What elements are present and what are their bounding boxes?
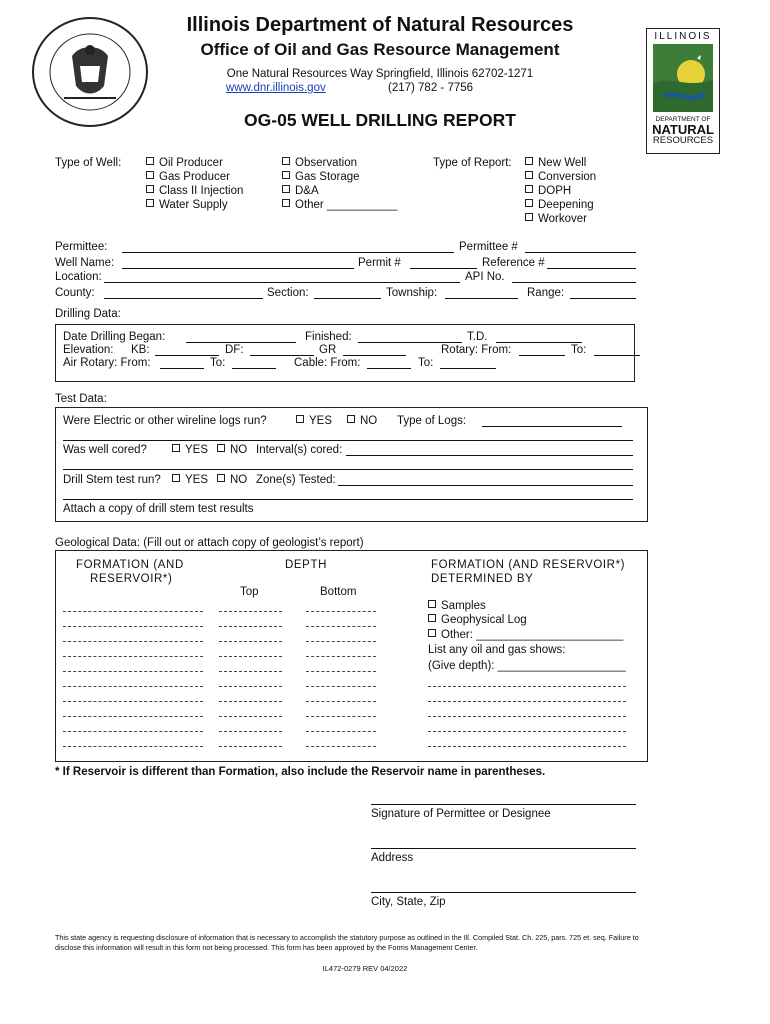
- type-of-logs-field-2[interactable]: [63, 440, 633, 441]
- bottom-depth-field[interactable]: [306, 686, 376, 687]
- reference-number-label: Reference #: [482, 257, 545, 269]
- shows-field[interactable]: [428, 731, 626, 732]
- finished-label: Finished:: [305, 331, 352, 343]
- formation-field[interactable]: [63, 686, 203, 687]
- option-label: New Well: [538, 157, 587, 169]
- intervals-cored-field[interactable]: [346, 455, 633, 456]
- list-shows-label: List any oil and gas shows:: [428, 644, 566, 656]
- drilling-data-heading: Drilling Data:: [55, 308, 121, 320]
- form-title: OG-05 WELL DRILLING REPORT: [244, 110, 516, 130]
- zones-tested-field[interactable]: [338, 485, 633, 486]
- agency-address: One Natural Resources Way Springfield, Illinois 62702-1271: [226, 68, 534, 80]
- formation-header-line-1: FORMATION (AND: [76, 559, 184, 571]
- cable-to-label: To:: [418, 357, 434, 369]
- rotary-from-field[interactable]: [519, 355, 565, 356]
- attach-dst-note: Attach a copy of drill stem test results: [63, 503, 254, 515]
- bottom-depth-field[interactable]: [306, 626, 376, 627]
- elevation-label: Elevation:: [63, 344, 114, 356]
- option-label: DOPH: [538, 185, 572, 197]
- permittee-number-field[interactable]: [525, 252, 636, 253]
- option-label: Workover: [538, 213, 587, 225]
- option-label: D&A: [295, 185, 319, 197]
- checkbox[interactable]: [347, 415, 355, 423]
- report-type-doph[interactable]: [525, 185, 571, 197]
- option-label: YES: [185, 474, 209, 486]
- top-depth-field[interactable]: [219, 731, 282, 732]
- top-depth-field[interactable]: [219, 671, 282, 672]
- checkbox[interactable]: [525, 199, 533, 207]
- report-type-workover[interactable]: [525, 213, 587, 225]
- date-began-label: Date Drilling Began:: [63, 331, 166, 343]
- well-type-observation[interactable]: [282, 157, 357, 169]
- range-label: Range:: [527, 287, 565, 299]
- permit-number-label: Permit #: [358, 257, 401, 269]
- option-label: Water Supply: [159, 199, 228, 211]
- formation-header-line-2: RESERVOIR*): [90, 573, 173, 585]
- checkbox[interactable]: [428, 614, 436, 622]
- report-type-conversion[interactable]: [525, 171, 596, 183]
- option-label: NO: [360, 415, 378, 427]
- dst-yes-option[interactable]: [172, 474, 208, 486]
- formation-field[interactable]: [63, 671, 203, 672]
- checkbox[interactable]: [146, 199, 154, 207]
- option-label: Class II Injection: [159, 185, 244, 197]
- well-name-field[interactable]: [122, 268, 354, 269]
- bottom-depth-field[interactable]: [306, 656, 376, 657]
- address-label: Address: [371, 852, 414, 864]
- checkbox[interactable]: [525, 157, 533, 165]
- report-type-new-well[interactable]: [525, 157, 586, 169]
- option-label: Samples: [441, 600, 486, 612]
- disclosure-notice: This state agency is requesting disclosure of information that is necessary to accomplish the statutory purpose as outlined in the Ill. Compiled Stat. Ch. 225, pars. 725 et. seq. Failure to disclose this information will result in this form not being processed. This form has been approved by the Forms Management Center.: [55, 933, 639, 952]
- township-field[interactable]: [445, 298, 518, 299]
- td-field[interactable]: [496, 342, 582, 343]
- checkbox[interactable]: [172, 474, 180, 482]
- depth-header: DEPTH: [285, 559, 327, 571]
- logs-yes-option[interactable]: [296, 415, 332, 427]
- dst-no-option[interactable]: [217, 474, 247, 486]
- date-began-field[interactable]: [186, 342, 296, 343]
- section-field[interactable]: [314, 298, 381, 299]
- permittee-label: Permittee:: [55, 241, 108, 253]
- permittee-field[interactable]: [122, 252, 454, 253]
- zones-tested-field-2[interactable]: [63, 499, 633, 500]
- kb-label: KB:: [131, 344, 150, 356]
- well-type-other[interactable]: [282, 199, 397, 211]
- option-label: Gas Storage: [295, 171, 360, 183]
- bottom-header: Bottom: [320, 586, 357, 598]
- signature-label: Signature of Permittee or Designee: [371, 808, 551, 820]
- well-type-gas-producer[interactable]: [146, 171, 230, 183]
- logs-question: Were Electric or other wireline logs run?: [63, 415, 267, 427]
- zones-tested-label: Zone(s) Tested:: [256, 474, 336, 486]
- df-label: DF:: [225, 344, 244, 356]
- top-depth-field[interactable]: [219, 611, 282, 612]
- form-number: IL472-0279 REV 04/2022: [322, 964, 408, 973]
- formation-field[interactable]: [63, 746, 203, 747]
- kb-field[interactable]: [155, 355, 219, 356]
- bottom-depth-field[interactable]: [306, 716, 376, 717]
- agency-phone: (217) 782 - 7756: [388, 82, 474, 94]
- api-number-label: API No.: [465, 271, 505, 283]
- report-type-label: Type of Report:: [433, 157, 512, 169]
- logo-dept-text: DEPARTMENT OF: [655, 116, 711, 123]
- checkbox[interactable]: [296, 415, 304, 423]
- bottom-depth-field[interactable]: [306, 671, 376, 672]
- checkbox[interactable]: [217, 474, 225, 482]
- well-type-oil-producer[interactable]: [146, 157, 223, 169]
- option-label: Deepening: [538, 199, 594, 211]
- shows-field[interactable]: [428, 701, 626, 702]
- test-data-heading: Test Data:: [55, 393, 107, 405]
- rotary-to-field[interactable]: [594, 355, 640, 356]
- td-label: T.D.: [467, 331, 488, 343]
- section-label: Section:: [267, 287, 309, 299]
- checkbox[interactable]: [428, 600, 436, 608]
- bottom-depth-field[interactable]: [306, 611, 376, 612]
- top-header: Top: [240, 586, 259, 598]
- city-state-zip-label: City, State, Zip: [371, 896, 446, 908]
- logo-top-text: ILLINOIS: [654, 31, 712, 42]
- page-subtitle: Office of Oil and Gas Resource Management: [200, 40, 560, 59]
- location-field[interactable]: [104, 282, 460, 283]
- determined-geophysical-option[interactable]: [428, 614, 527, 626]
- checkbox[interactable]: [525, 213, 533, 221]
- top-depth-field[interactable]: [219, 716, 282, 717]
- type-of-logs-field[interactable]: [482, 426, 622, 427]
- checkbox[interactable]: [282, 171, 290, 179]
- option-label: Geophysical Log: [441, 614, 527, 626]
- website-link[interactable]: www.dnr.illinois.gov: [226, 82, 326, 94]
- cable-from-field[interactable]: [367, 368, 411, 369]
- give-depth-label: (Give depth): ____________________: [428, 660, 626, 672]
- checkbox[interactable]: [282, 185, 290, 193]
- formation-field[interactable]: [63, 641, 203, 642]
- option-label: NO: [230, 444, 248, 456]
- well-type-d-and-a[interactable]: [282, 185, 319, 197]
- top-depth-field[interactable]: [219, 746, 282, 747]
- reference-number-field[interactable]: [547, 268, 636, 269]
- well-type-gas-storage[interactable]: [282, 171, 360, 183]
- location-label: Location:: [55, 271, 102, 283]
- logo-landscape: [653, 44, 713, 112]
- geological-data-heading: Geological Data: (Fill out or attach copy of geologist’s report): [55, 537, 364, 549]
- determined-by-header-line-2: DETERMINED BY: [431, 573, 534, 585]
- permit-number-field[interactable]: [410, 268, 477, 269]
- logo-natural-text: NATURAL: [652, 122, 714, 137]
- rotary-from-label: Rotary: From:: [441, 344, 512, 356]
- formation-field[interactable]: [63, 701, 203, 702]
- air-rotary-from-label: Air Rotary: From:: [63, 357, 151, 369]
- report-type-deepening[interactable]: [525, 199, 594, 211]
- determined-samples-option[interactable]: [428, 600, 486, 612]
- bottom-depth-field[interactable]: [306, 731, 376, 732]
- determined-other-option[interactable]: [428, 629, 623, 641]
- determined-by-header-line-1: FORMATION (AND RESERVOIR*): [431, 559, 626, 571]
- range-field[interactable]: [570, 298, 636, 299]
- checkbox[interactable]: [172, 444, 180, 452]
- checkbox[interactable]: [525, 171, 533, 179]
- logo-resources-text: RESOURCES: [652, 135, 714, 146]
- top-depth-field[interactable]: [219, 701, 282, 702]
- top-depth-field[interactable]: [219, 626, 282, 627]
- intervals-cored-label: Interval(s) cored:: [256, 444, 343, 456]
- option-label: Other: _______________________: [441, 629, 624, 641]
- checkbox[interactable]: [282, 199, 290, 207]
- checkbox[interactable]: [217, 444, 225, 452]
- idnr-logo: [646, 28, 720, 154]
- top-depth-field[interactable]: [219, 686, 282, 687]
- well-type-class-ii-injection[interactable]: [146, 185, 243, 197]
- well-type-water-supply[interactable]: [146, 199, 228, 211]
- shows-field[interactable]: [428, 686, 626, 687]
- option-label: YES: [185, 444, 209, 456]
- option-label: Observation: [295, 157, 358, 169]
- checkbox[interactable]: [146, 171, 154, 179]
- checkbox[interactable]: [146, 185, 154, 193]
- option-label: NO: [230, 474, 248, 486]
- option-label: Gas Producer: [159, 171, 230, 183]
- county-label: County:: [55, 287, 95, 299]
- gr-field[interactable]: [343, 355, 406, 356]
- cable-from-label: Cable: From:: [294, 357, 361, 369]
- checkbox[interactable]: [525, 185, 533, 193]
- cored-question: Was well cored?: [63, 444, 147, 456]
- dst-question: Drill Stem test run?: [63, 474, 161, 486]
- air-rotary-to-field[interactable]: [232, 368, 276, 369]
- df-field[interactable]: [250, 355, 314, 356]
- shows-field[interactable]: [428, 746, 626, 747]
- state-seal: [30, 16, 150, 128]
- county-field[interactable]: [104, 298, 263, 299]
- checkbox[interactable]: [428, 629, 436, 637]
- gr-label: GR: [319, 344, 337, 356]
- formation-field[interactable]: [63, 626, 203, 627]
- signature-field[interactable]: [371, 804, 636, 805]
- logs-no-option[interactable]: [347, 415, 377, 427]
- reservoir-footnote: * If Reservoir is different than Formation, also include the Reservoir name in parentheses.: [55, 766, 546, 778]
- bottom-depth-field[interactable]: [306, 641, 376, 642]
- bottom-depth-field[interactable]: [306, 746, 376, 747]
- township-label: Township:: [386, 287, 438, 299]
- top-depth-field[interactable]: [219, 656, 282, 657]
- permittee-number-label: Permittee #: [459, 241, 518, 253]
- cored-no-option[interactable]: [217, 444, 247, 456]
- formation-field[interactable]: [63, 656, 203, 657]
- well-type-label: Type of Well:: [55, 157, 122, 169]
- option-label: Conversion: [538, 171, 597, 183]
- cored-yes-option[interactable]: [172, 444, 208, 456]
- finished-field[interactable]: [358, 342, 462, 343]
- option-label: YES: [309, 415, 333, 427]
- rotary-to-label: To:: [571, 344, 587, 356]
- formation-field[interactable]: [63, 611, 203, 612]
- address-field[interactable]: [371, 848, 636, 849]
- checkbox[interactable]: [146, 157, 154, 165]
- well-name-label: Well Name:: [55, 257, 115, 269]
- intervals-cored-field-2[interactable]: [63, 469, 633, 470]
- air-rotary-from-field[interactable]: [160, 368, 204, 369]
- shows-field[interactable]: [428, 716, 626, 717]
- checkbox[interactable]: [282, 157, 290, 165]
- page-title: Illinois Department of Natural Resources: [186, 14, 574, 36]
- formation-field[interactable]: [63, 716, 203, 717]
- option-label: Other ___________: [295, 199, 398, 211]
- api-number-field[interactable]: [512, 282, 636, 283]
- air-rotary-to-label: To:: [210, 357, 226, 369]
- cable-to-field[interactable]: [440, 368, 496, 369]
- city-state-zip-field[interactable]: [371, 892, 636, 893]
- top-depth-field[interactable]: [219, 641, 282, 642]
- type-of-logs-label: Type of Logs:: [397, 415, 467, 427]
- bottom-depth-field[interactable]: [306, 701, 376, 702]
- option-label: Oil Producer: [159, 157, 223, 169]
- formation-field[interactable]: [63, 731, 203, 732]
